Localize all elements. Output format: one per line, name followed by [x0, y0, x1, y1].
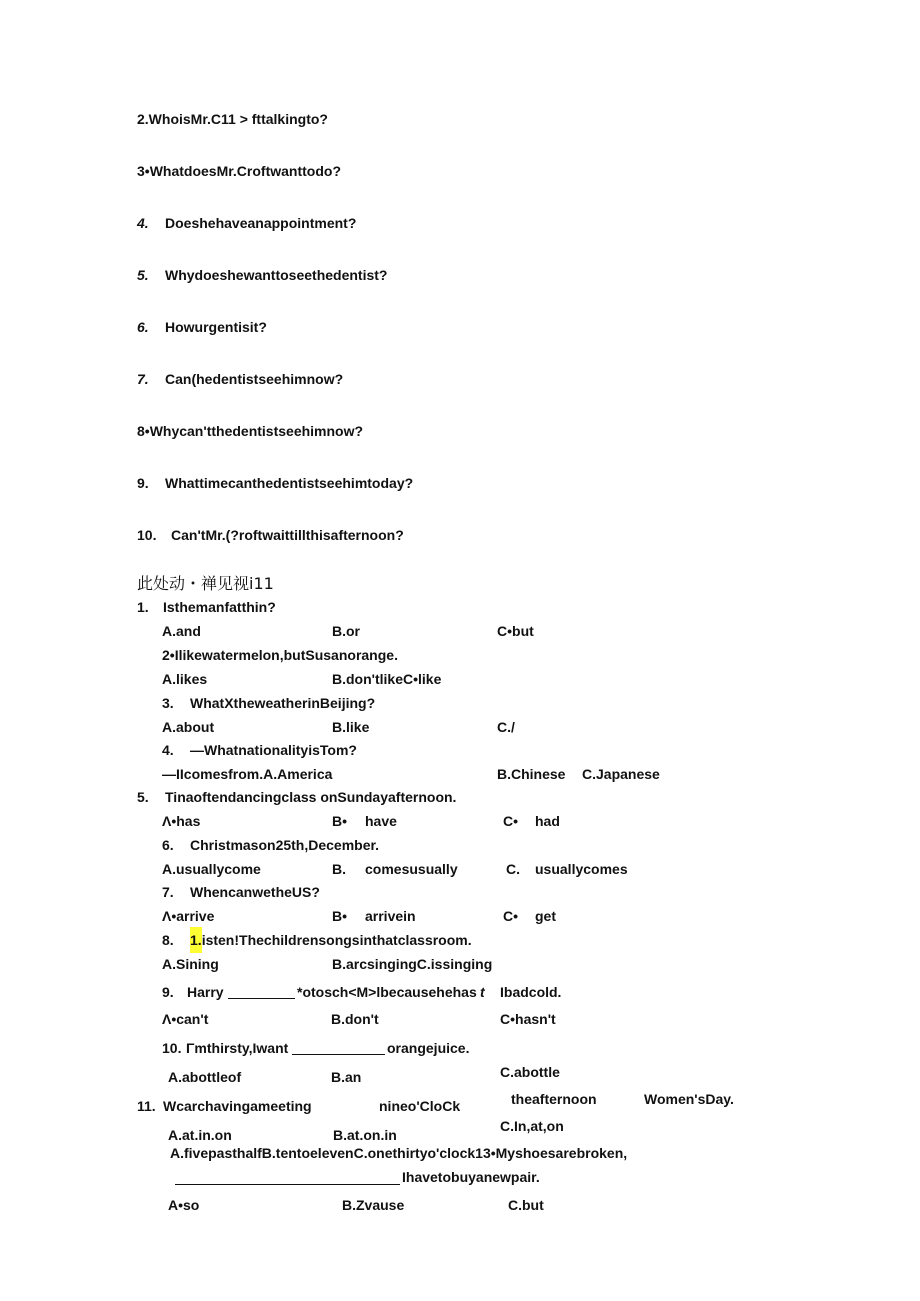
exercise-6-number: 6.: [162, 837, 174, 853]
question-10-text: Can'tMr.(?roftwaittillthisafternoon?: [171, 527, 404, 543]
exercise-9-option-a: Λ•can't: [162, 1011, 209, 1027]
section-title: 此处动・禅见视i11: [137, 574, 274, 593]
exercise-6-option-a: A.usuallycome: [162, 861, 261, 877]
exercise-2-option-bc: B.don'tlikeC•like: [332, 671, 442, 687]
exercise-7-option-b-label: B•: [332, 908, 348, 924]
exercise-10-option-a: A.abottleof: [168, 1069, 242, 1085]
exercise-3-option-c: C./: [497, 719, 515, 735]
exercise-5-number: 5.: [137, 789, 149, 805]
exercise-1-option-a: A.and: [162, 623, 201, 639]
exercise-3-option-a: A.about: [162, 719, 215, 735]
exercise-6-option-c-text: usuallycomes: [535, 861, 628, 877]
exercise-9-option-b: B.don't: [331, 1011, 379, 1027]
question-6-text: Howurgentisit?: [165, 319, 267, 335]
question-7-number: 7.: [137, 371, 149, 387]
exercise-9-blank: [228, 998, 295, 999]
exercise-13-option-b: B.Zvause: [342, 1197, 405, 1213]
question-8: 8•Whycan'tthedentistseehimnow?: [137, 423, 364, 439]
exercise-7-option-c-label: C•: [503, 908, 519, 924]
exercise-10-option-c: C.abottle: [500, 1064, 560, 1080]
exercise-6-option-b-text: comesusually: [365, 861, 458, 877]
exercise-11-option-b: B.at.on.in: [333, 1127, 397, 1143]
exercise-11-part4: Women'sDay.: [644, 1091, 734, 1107]
exercise-4-option-b: B.Chinese: [497, 766, 566, 782]
exercise-7-option-c-text: get: [535, 908, 556, 924]
exercise-11-option-c: C.In,at,on: [500, 1118, 564, 1134]
question-5-text: Whydoeshewanttoseethedentist?: [165, 267, 388, 283]
exercise-10-before: Γmthirsty,Iwant: [186, 1040, 289, 1056]
exercise-9-number: 9.: [162, 984, 174, 1000]
exercise-9-mark: t: [480, 984, 485, 1000]
exercise-7-option-b-text: arrivein: [365, 908, 416, 924]
exercise-13-option-a: A•so: [168, 1197, 200, 1213]
exercise-5-option-b-label: B•: [332, 813, 348, 829]
exercise-5-option-b-text: have: [365, 813, 397, 829]
question-3: 3•WhatdoesMr.Croftwanttodo?: [137, 163, 341, 179]
exercise-9-after: *otosch<M>lbecausehehas: [297, 984, 477, 1000]
exercise-13-option-c: C.but: [508, 1197, 544, 1213]
exercise-7-number: 7.: [162, 884, 174, 900]
exercise-9-end: Ibadcold.: [500, 984, 562, 1000]
exercise-9-option-c: C•hasn't: [500, 1011, 556, 1027]
exercise-10-number: 10.: [162, 1040, 182, 1056]
exercise-1-number: 1.: [137, 599, 149, 615]
exercise-5-option-c-text: had: [535, 813, 560, 829]
question-5-number: 5.: [137, 267, 149, 283]
exercise-6-option-c-label: C.: [506, 861, 520, 877]
question-9-number: 9.: [137, 475, 149, 491]
question-7-text: Can(hedentistseehimnow?: [165, 371, 344, 387]
exercise-5-option-a: Λ•has: [162, 813, 201, 829]
exercise-7-option-a: Λ•arrive: [162, 908, 215, 924]
question-4-text: Doeshehaveanappointment?: [165, 215, 357, 231]
exercise-6-stem: Christmason25th,December.: [190, 837, 380, 853]
exercise-8-option-bc: B.arcsingingC.issinging: [332, 956, 493, 972]
exercise-10-after: orangejuice.: [387, 1040, 470, 1056]
exercise-11-number: 11.: [137, 1098, 156, 1114]
question-9-text: Whattimecanthedentistseehimtoday?: [165, 475, 414, 491]
exercise-10-option-b: B.an: [331, 1069, 362, 1085]
exercise-4-number: 4.: [162, 742, 174, 758]
exercise-4-answer: —IIcomesfrom.A.America: [162, 766, 333, 782]
exercise-13-after: Ihavetobuyanewpair.: [402, 1169, 540, 1185]
exercise-11-stem: Wcarchavingameeting: [163, 1098, 312, 1114]
exercise-4-stem: —WhatnationalityisTom?: [190, 742, 357, 758]
exercise-11-option-a: A.at.in.on: [168, 1127, 232, 1143]
exercise-1-stem: Isthemanfatthin?: [163, 599, 276, 615]
highlighted-text: 1.: [190, 927, 202, 953]
exercise-3-stem: WhatXtheweatherinBeijing?: [190, 695, 376, 711]
exercise-10-blank: [292, 1054, 385, 1055]
exercise-7-stem: WhencanwetheUS?: [190, 884, 320, 900]
exercise-13-blank: [175, 1184, 400, 1185]
exercise-1-option-c: C•but: [497, 623, 534, 639]
question-4-number: 4.: [137, 215, 149, 231]
exercise-8-number: 8.: [162, 932, 174, 948]
exercise-6-option-b-label: B.: [332, 861, 346, 877]
exercise-3-number: 3.: [162, 695, 174, 711]
exercise-9-before: Harry: [187, 984, 224, 1000]
exercise-8-line: [190, 932, 472, 949]
exercise-8-option-a: A.Sining: [162, 956, 219, 972]
exercise-2-stem: 2•Ilikewatermelon,butSusanorange.: [162, 647, 398, 663]
question-2: 2.WhoisMr.C11 > fttalkingto?: [137, 111, 328, 127]
exercise-12-options-line: A.fivepasthalfB.tentoelevenC.onethirtyo'clock13•Myshoesarebroken,: [170, 1145, 628, 1161]
exercise-11-part3: theafternoon: [511, 1091, 597, 1107]
exercise-3-option-b: B.like: [332, 719, 370, 735]
exercise-2-option-a: A.likes: [162, 671, 208, 687]
question-6-number: 6.: [137, 319, 149, 335]
exercise-4-option-c: C.Japanese: [582, 766, 660, 782]
question-10-number: 10.: [137, 527, 157, 543]
exercise-5-stem: Tinaoftendancingclass onSundayafternoon.: [165, 789, 457, 805]
exercise-5-option-c-label: C•: [503, 813, 519, 829]
exercise-8-stem: isten!Thechildrensongsinthatclassroom.: [201, 932, 472, 948]
exercise-11-part2: nineo'CloCk: [379, 1098, 461, 1114]
exercise-1-option-b: B.or: [332, 623, 360, 639]
